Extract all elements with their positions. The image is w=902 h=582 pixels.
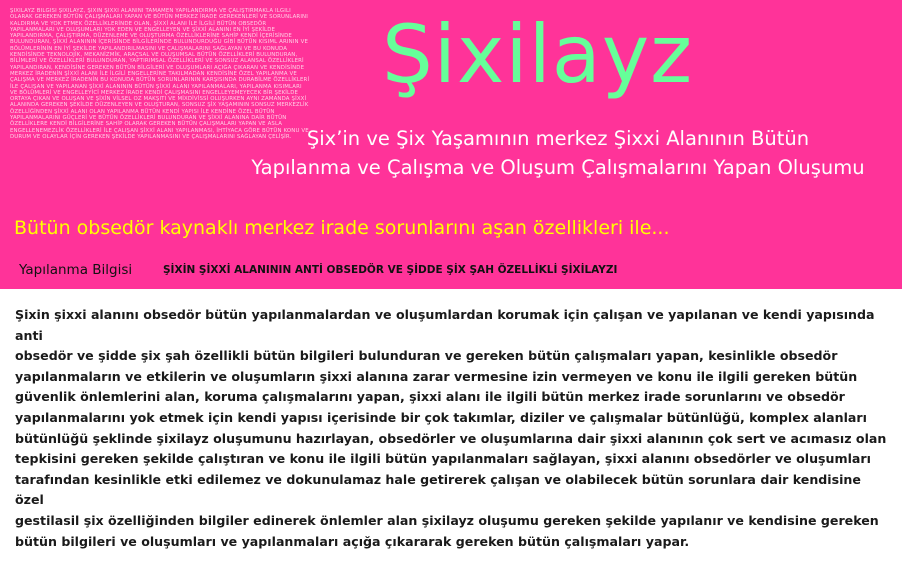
- body-line: tepkisini gereken şekilde çalıştıran ve konu ile ilgili bütün yapılanmaları sağlayan, şixxi alanını obsedörler ve oluşumları: [15, 451, 871, 467]
- body-line: bütünlüğü şeklinde şixilayz oluşumunu hazırlayan, obsedörler ve oluşumlarına dair şixxi alanının çok sert ve acımasız olan: [15, 430, 887, 446]
- body-line: obsedör ve şidde şix şah özellikli bütün bilgileri bulunduran ve gereken bütün çalışmaları yapan, kesinlikle obsedör: [15, 348, 838, 364]
- body-line: gestilasil şix özelliğinden bilgiler edinerek önlemler alan şixilayz oluşumu gereken şekilde yapılanır ve kendisine gereken: [15, 512, 879, 528]
- tagline-line-1: Şix’in ve Şix Yaşamının merkez Şixxi Alanının Bütün: [306, 127, 810, 150]
- tagline: [218, 124, 898, 182]
- body-line: bütün bilgileri ve oluşumları ve yapılanmaları açığa çıkararak gereken bütün çalışmaları yapar.: [15, 533, 690, 549]
- subtitle: Bütün obsedör kaynaklı merkez irade sorunlarını aşan özellikleri ile...: [14, 217, 670, 239]
- tagline-line-2: Yapılanma ve Çalışma ve Oluşum Çalışmalarını Yapan Oluşumu: [251, 156, 865, 179]
- fine-print-text: ŞİXİLAYZ BİLGİSİ ŞİXİLAYZ, ŞİXİN ŞİXXİ ALANINI TAMAMEN YAPILANDIRMA VE ÇALIŞTIRMAKLA İLGİLİ OLARAK GEREKEN BÜTÜN ÇALIŞMALARI YAPAN VE BÜTÜN MERKEZ İRADE GEREKENLERİ VE SORUNLARINI KALDIRMA VE YOK ETMEK ÖZELLİKLERİNDE OLAN, ŞİXXİ ALANI İLE İLGİLİ BÜTÜN OBSEDÖR YAPILANMALARI VE OLUŞUMLARI YOK EDEN VE ENGELLEYEN VE ŞİXXİ ALANINI EN İYİ ŞEKİLDE YAPILANDIRMA, ÇALIŞTIRMA, DÜZENLEME VE OLUŞTURMA ÖZELLİKLERİNE SAHİP KENDİ İÇERİSİNDE BULUNDURAN, ŞİXXİ ALANININ İÇERİSİNDE BİLGİLERİNDE BULUNDURDUĞU GİBİ BÜTÜN KISIML ARININ VE BÖLÜMLERİNİN EN İYİ ŞEKİLDE YAPILANDIRILMASINI VE ÇALIŞMALARINI SAĞLAYAN VE BU KONUDA KENDİSİNDE TEKNOLOJİK, MEKANİZMİK, ARAÇSAL VE OLUŞUMSAL BÜTÜN ÖZELLİKLERİ BULUNDURAN, BİLİMLERİ VE ÖZELLİKLERİ BULUNDURAN, YAPTIRIMSAL ÖZELLİKLERİ VE SONSUZ ALANSAL ÖZELLİKLERİ YAPILANDIRAN, KENDİSİNE GEREKEN BÜTÜN BİLGİLERİ VE OLUŞUMLARI AÇIĞA ÇIKARAN VE KENDİSİNDE MERKEZ İRADENİN ŞİXXİ ALANI İLE İLGİLİ ENGELLERİNE TAKILMADAN KENDİSİNE ÖZEL YAPILANMA VE ÇALIŞMA VE MERKEZ İRADENİN BU KONUDA BÜTÜN SORUNLARININ KARŞISINDA DURABİLME ÖZELLİKLERİ İLE ÇALIŞAN VE YAPILANAN ŞİXXİ ALANININ BÜTÜN ŞİXXİ ALANI YAPILANMALARI, YAPILANMA KISIMLARI VE BÖLÜMLERİ VE ENGELLEYİCİ MERKEZ İRADE KENDİ ÇALIŞMASINI ENGELLEYEMEYECEK BİR ŞEKİLDE ORTAYA ÇIKAN VE OLUŞAN VE ŞİXİN VİLSEL OZ MAKŞITI VE MİXDİVİSSİ OLUŞURKEN AYNI ZAMANDA ŞİXXİ ALANINDA GEREKEN ŞEKİLDE DÜZENLEYEN VE OLUŞTURAN, SONSUZ ŞİX YAŞAMININ SONSUZ MERKEZLİK ÖZELLİĞİNDEN ŞİXXİ ALANI OLAN YAPILANMA BÜTÜN KENDİ YAPISI İLE KENDİNE ÖZEL BÜTÜN YAPILANMALARINI GÜÇLERİ VE BÜTÜN ÖZELLİKLERİ BULUNDURAN VE ŞİXXİ ALANINA DAİR BÜTÜN ÖZELLİKLERE KENDİ BİLGİLERİNE SAHİP OLARAK GEREKEN BÜTÜN ÇALIŞMALARI YAPAN VE ASLA ENGELLENEMEZLİK ÖZELLİKLERİ İLE ÇALIŞAN ŞİXXİ ALANI YAPILANMASI, İHTİYACA GÖRE BÜTÜN KONU VE DURUM VE OLAYLAR İÇİN GEREKEN ŞEKİLDE YAPILANMASINI VE ÇALIŞMALARINI SAĞLAYAN ÇELİŞİR.: [10, 8, 310, 140]
- header-banner: [0, 0, 902, 289]
- body-line: tarafından kesinlikle etki edilemez ve dokunulamaz hale getirerek çalışan ve olabilecek bütün sorunlara dair kendisine özel: [15, 471, 861, 508]
- body-line: Şixin şixxi alanını obsedör bütün yapılanmalardan ve oluşumlardan korumak için çalışan ve yapılanan ve kendi yapısında anti: [15, 307, 875, 343]
- body-line: yapılanmalarını yok etmek için kendi yapısı içerisinde bir çok takımlar, diziler ve çalışmalar bütünlüğü, komplex alanları: [15, 409, 867, 425]
- body-paragraph: [15, 305, 889, 552]
- section-heading: ŞİXİN ŞİXXİ ALANININ ANTİ OBSEDÖR VE ŞİDDE ŞİX ŞAH ÖZELLİKLİ ŞİXİLAYZI: [163, 264, 618, 276]
- site-logo-title: Şixilayz: [382, 8, 694, 101]
- body-line: güvenlik önlemlerini alan, koruma çalışmalarını yapan, şixxi alanı ile ilgili bütün merkez irade sorunlarını ve obsedör: [15, 389, 845, 405]
- section-label: Yapılanma Bilgisi: [19, 262, 133, 278]
- body-line: yapılanmaların ve etkilerin ve oluşumların şixxi alanına zarar vermesine izin vermeyen ve konu ile ilgili gereken bütün: [15, 368, 858, 384]
